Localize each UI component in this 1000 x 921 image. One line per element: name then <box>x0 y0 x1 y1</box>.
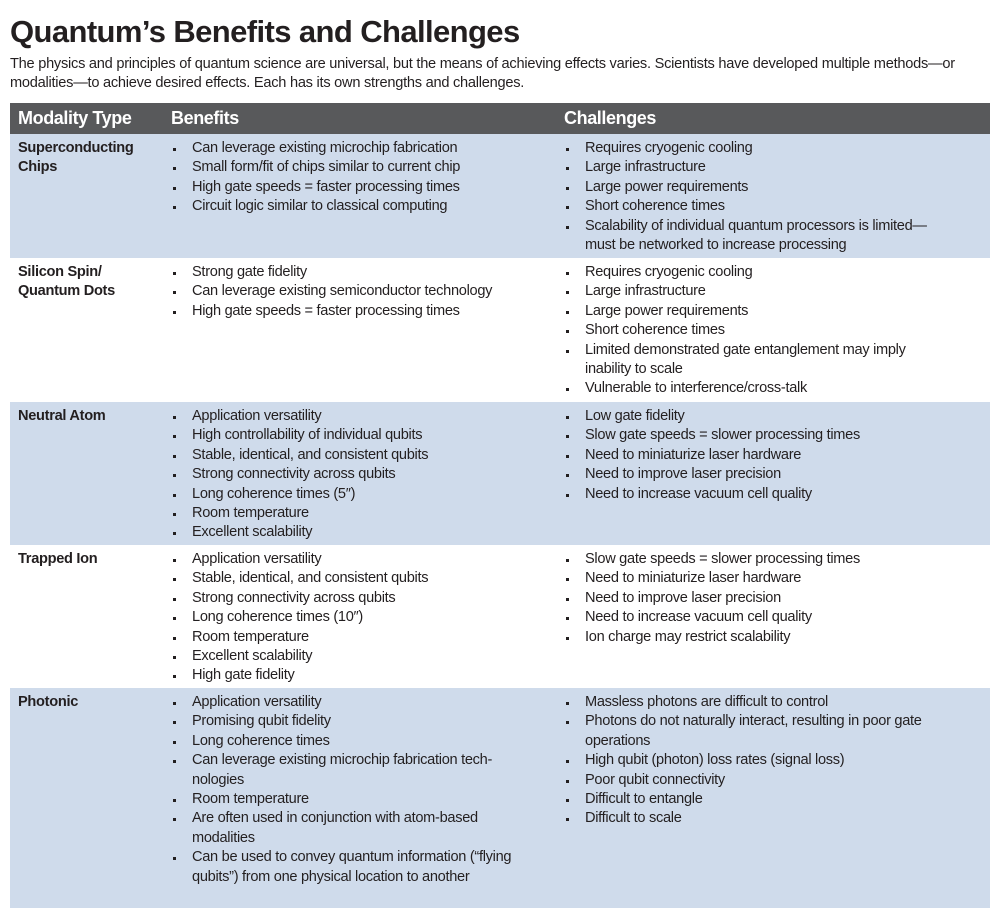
list-item: Long coherence times (5″) <box>171 485 548 504</box>
list-item: Large power requirements <box>564 302 982 321</box>
list-item: Application versatility <box>171 407 548 426</box>
list-item: Circuit logic similar to classical computing <box>171 197 548 216</box>
list-item: Can be used to convey quantum information (“flying qubits”) from one physical location to another <box>171 848 548 887</box>
list-item: Need to increase vacuum cell quality <box>564 485 982 504</box>
table-row <box>10 545 990 688</box>
benefits-list <box>171 550 548 686</box>
challenges-cell <box>556 134 990 258</box>
intro-text: The physics and principles of quantum science are universal, but the means of achieving effects varies. Scientists have developed multiple methods—or modalities—to achieve desired effects. Each has its own strengths and challenges. <box>10 56 955 91</box>
table-header <box>10 103 990 134</box>
modality-type-cell: Neutral Atom <box>10 402 163 545</box>
list-item: Photons do not naturally interact, resulting in poor gate operations <box>564 712 982 751</box>
benefits-cell <box>163 258 556 402</box>
benefits-list <box>171 407 548 543</box>
list-item: Short coherence times <box>564 197 982 216</box>
list-item: Long coherence times <box>171 732 548 751</box>
modality-type-cell: Silicon Spin/ Quantum Dots <box>10 258 163 402</box>
header-benefits: Benefits <box>163 103 556 134</box>
header-challenges: Challenges <box>556 103 990 134</box>
list-item: Need to increase vacuum cell quality <box>564 608 982 627</box>
page-title: Quantum’s Benefits and Challenges <box>10 14 520 49</box>
list-item: Room temperature <box>171 628 548 647</box>
list-item: Application versatility <box>171 550 548 569</box>
table-row <box>10 258 990 402</box>
challenges-list <box>564 693 982 829</box>
modality-type-cell: Trapped Ion <box>10 545 163 688</box>
list-item: Excellent scalability <box>171 647 548 666</box>
list-item: High controllability of individual qubits <box>171 426 548 445</box>
list-item: Requires cryogenic cooling <box>564 139 982 158</box>
table-row <box>10 134 990 258</box>
list-item: Low gate fidelity <box>564 407 982 426</box>
list-item: Can leverage existing microchip fabrication tech- nologies <box>171 751 548 790</box>
list-item: Can leverage existing semiconductor technology <box>171 282 548 301</box>
modality-type-cell: Photonic <box>10 688 163 908</box>
list-item: Need to miniaturize laser hardware <box>564 569 982 588</box>
header-modality-type: Modality Type <box>10 103 163 134</box>
list-item: Need to improve laser precision <box>564 465 982 484</box>
list-item: Stable, identical, and consistent qubits <box>171 446 548 465</box>
list-item: Strong connectivity across qubits <box>171 589 548 608</box>
list-item: Small form/fit of chips similar to current chip <box>171 158 548 177</box>
benefits-list <box>171 263 548 321</box>
benefits-list <box>171 139 548 217</box>
modality-table <box>10 103 990 908</box>
list-item: High gate fidelity <box>171 666 548 685</box>
list-item: Limited demonstrated gate entanglement may imply inability to scale <box>564 341 982 380</box>
challenges-list <box>564 407 982 504</box>
list-item: Stable, identical, and consistent qubits <box>171 569 548 588</box>
list-item: High gate speeds = faster processing times <box>171 178 548 197</box>
list-item: Large infrastructure <box>564 282 982 301</box>
benefits-cell <box>163 545 556 688</box>
list-item: Short coherence times <box>564 321 982 340</box>
benefits-cell <box>163 402 556 545</box>
challenges-cell <box>556 688 990 908</box>
list-item: Long coherence times (10″) <box>171 608 548 627</box>
list-item: Ion charge may restrict scalability <box>564 628 982 647</box>
challenges-cell <box>556 545 990 688</box>
list-item: High qubit (photon) loss rates (signal loss) <box>564 751 982 770</box>
list-item: Difficult to entangle <box>564 790 982 809</box>
list-item: Strong connectivity across qubits <box>171 465 548 484</box>
challenges-cell <box>556 258 990 402</box>
list-item: Poor qubit connectivity <box>564 771 982 790</box>
list-item: Room temperature <box>171 790 548 809</box>
list-item: Requires cryogenic cooling <box>564 263 982 282</box>
challenges-list <box>564 139 982 255</box>
list-item: Need to improve laser precision <box>564 589 982 608</box>
list-item: Slow gate speeds = slower processing times <box>564 550 982 569</box>
challenges-cell <box>556 402 990 545</box>
list-item: Promising qubit fidelity <box>171 712 548 731</box>
list-item: Difficult to scale <box>564 809 982 828</box>
list-item: Slow gate speeds = slower processing times <box>564 426 982 445</box>
challenges-list <box>564 550 982 647</box>
table-row <box>10 402 990 545</box>
list-item: Large power requirements <box>564 178 982 197</box>
list-item: Room temperature <box>171 504 548 523</box>
list-item: Application versatility <box>171 693 548 712</box>
list-item: Large infrastructure <box>564 158 982 177</box>
benefits-cell <box>163 134 556 258</box>
list-item: Can leverage existing microchip fabrication <box>171 139 548 158</box>
benefits-cell <box>163 688 556 908</box>
list-item: Scalability of individual quantum processors is limited— must be networked to increase processing <box>564 217 982 256</box>
list-item: Are often used in conjunction with atom-based modalities <box>171 809 548 848</box>
list-item: Excellent scalability <box>171 523 548 542</box>
modality-type-cell: Superconducting Chips <box>10 134 163 258</box>
list-item: High gate speeds = faster processing times <box>171 302 548 321</box>
list-item: Strong gate fidelity <box>171 263 548 282</box>
list-item: Vulnerable to interference/cross-talk <box>564 379 982 398</box>
list-item: Need to miniaturize laser hardware <box>564 446 982 465</box>
challenges-list <box>564 263 982 399</box>
list-item: Massless photons are difficult to control <box>564 693 982 712</box>
table-row <box>10 688 990 908</box>
benefits-list <box>171 693 548 887</box>
